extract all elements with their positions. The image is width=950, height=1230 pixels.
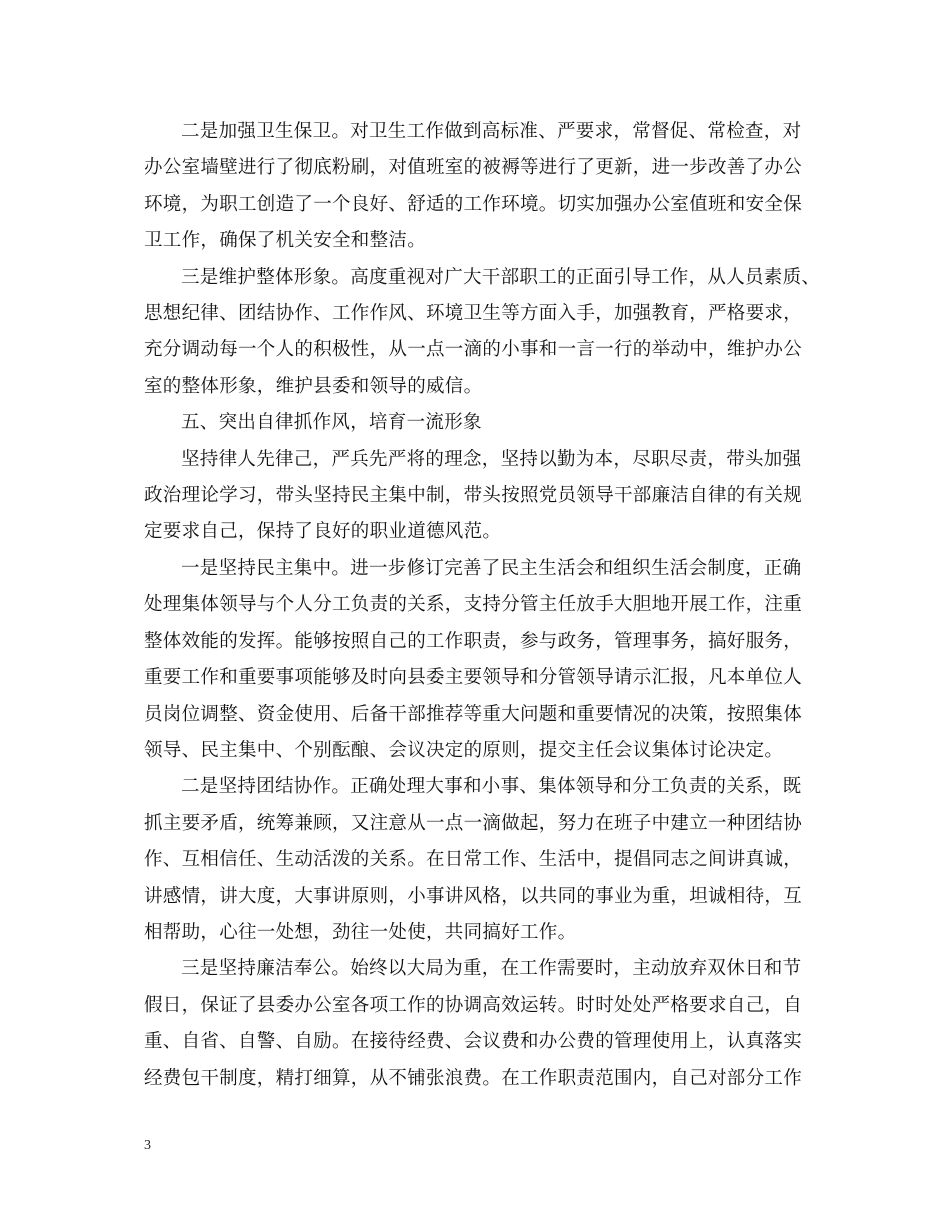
paragraph-unity-cooperation <box>144 769 804 951</box>
text-line: 二是坚持团结协作。正确处理大事和小事、集体领导和分工负责的关系，既 <box>181 776 802 798</box>
text-line: 经费包干制度，精打细算，从不铺张浪费。在工作职责范围内，自己对部分工作 <box>144 1067 803 1089</box>
text-line: 坚持律人先律己，严兵先严将的理念，坚持以勤为本，尽职尽责，带头加强 <box>181 448 802 470</box>
text-line: 讲感情，讲大度，大事讲原则，小事讲风格，以共同的事业为重，坦诚相待，互 <box>144 885 803 907</box>
text-line: 政治理论学习，带头坚持民主集中制，带头按照党员领导干部廉洁自律的有关规 <box>144 485 803 507</box>
text-line: 相帮助，心往一处想，劲往一处使，共同搞好工作。 <box>144 921 577 943</box>
page-number: 3 <box>144 1138 151 1153</box>
paragraph-integrity <box>144 951 804 1097</box>
text-line: 定要求自己，保持了良好的职业道德风范。 <box>144 521 502 543</box>
text-line: 员岗位调整、资金使用、后备干部推荐等重大问题和重要情况的决策，按照集体 <box>144 703 803 725</box>
paragraph-self-discipline <box>144 442 804 551</box>
text-line: 环境，为职工创造了一个良好、舒适的工作环境。切实加强办公室值班和安全保 <box>144 193 803 215</box>
text-line: 三是坚持廉洁奉公。始终以大局为重，在工作需要时，主动放弃双休日和节 <box>181 958 802 980</box>
text-line: 充分调动每一个人的积极性，从一点一滴的小事和一言一行的举动中，维护办公 <box>144 339 803 361</box>
section-heading-five <box>144 405 804 441</box>
text-line: 整体效能的发挥。能够按照自己的工作职责，参与政务，管理事务，搞好服务， <box>144 630 803 652</box>
text-line: 假日，保证了县委办公室各项工作的协调高效运转。时时处处严格要求自己，自 <box>144 994 803 1016</box>
text-line: 二是加强卫生保卫。对卫生工作做到高标准、严要求，常督促、常检查，对 <box>181 121 802 142</box>
text-line: 三是维护整体形象。高度重视对广大干部职工的正面引导工作，从人员素质、 <box>181 266 821 288</box>
paragraph-sanitation-security <box>144 114 804 260</box>
text-line: 重、自省、自警、自励。在接待经费、会议费和办公费的管理使用上，认真落实 <box>144 1031 803 1053</box>
text-line: 处理集体领导与个人分工负责的关系，支持分管主任放手大胆地开展工作，注重 <box>144 594 803 616</box>
text-line: 办公室墙壁进行了彻底粉刷，对值班室的被褥等进行了更新，进一步改善了办公 <box>144 157 803 179</box>
paragraph-overall-image <box>144 260 821 406</box>
paragraph-democratic-centralism <box>144 551 804 769</box>
text-line: 作、互相信任、生动活泼的关系。在日常工作、生活中，提倡同志之间讲真诚， <box>144 849 803 871</box>
text-line: 卫工作，确保了机关安全和整洁。 <box>144 230 427 252</box>
text-line: 抓主要矛盾，统筹兼顾，又注意从一点一滴做起，努力在班子中建立一种团结协 <box>144 812 803 834</box>
document-body <box>144 114 821 1097</box>
text-line: 思想纪律、团结协作、工作作风、环境卫生等方面入手，加强教育，严格要求， <box>144 303 803 325</box>
text-line: 领导、民主集中、个别酝酿、会议决定的原则，提交主任会议集体讨论决定。 <box>144 739 784 761</box>
text-line: 重要工作和重要事项能够及时向县委主要领导和分管领导请示汇报，凡本单位人 <box>144 667 803 689</box>
text-line: 五、突出自律抓作风，培育一流形象 <box>181 412 482 434</box>
text-line: 室的整体形象，维护县委和领导的威信。 <box>144 375 483 397</box>
text-line: 一是坚持民主集中。进一步修订完善了民主生活会和组织生活会制度，正确 <box>181 557 802 579</box>
